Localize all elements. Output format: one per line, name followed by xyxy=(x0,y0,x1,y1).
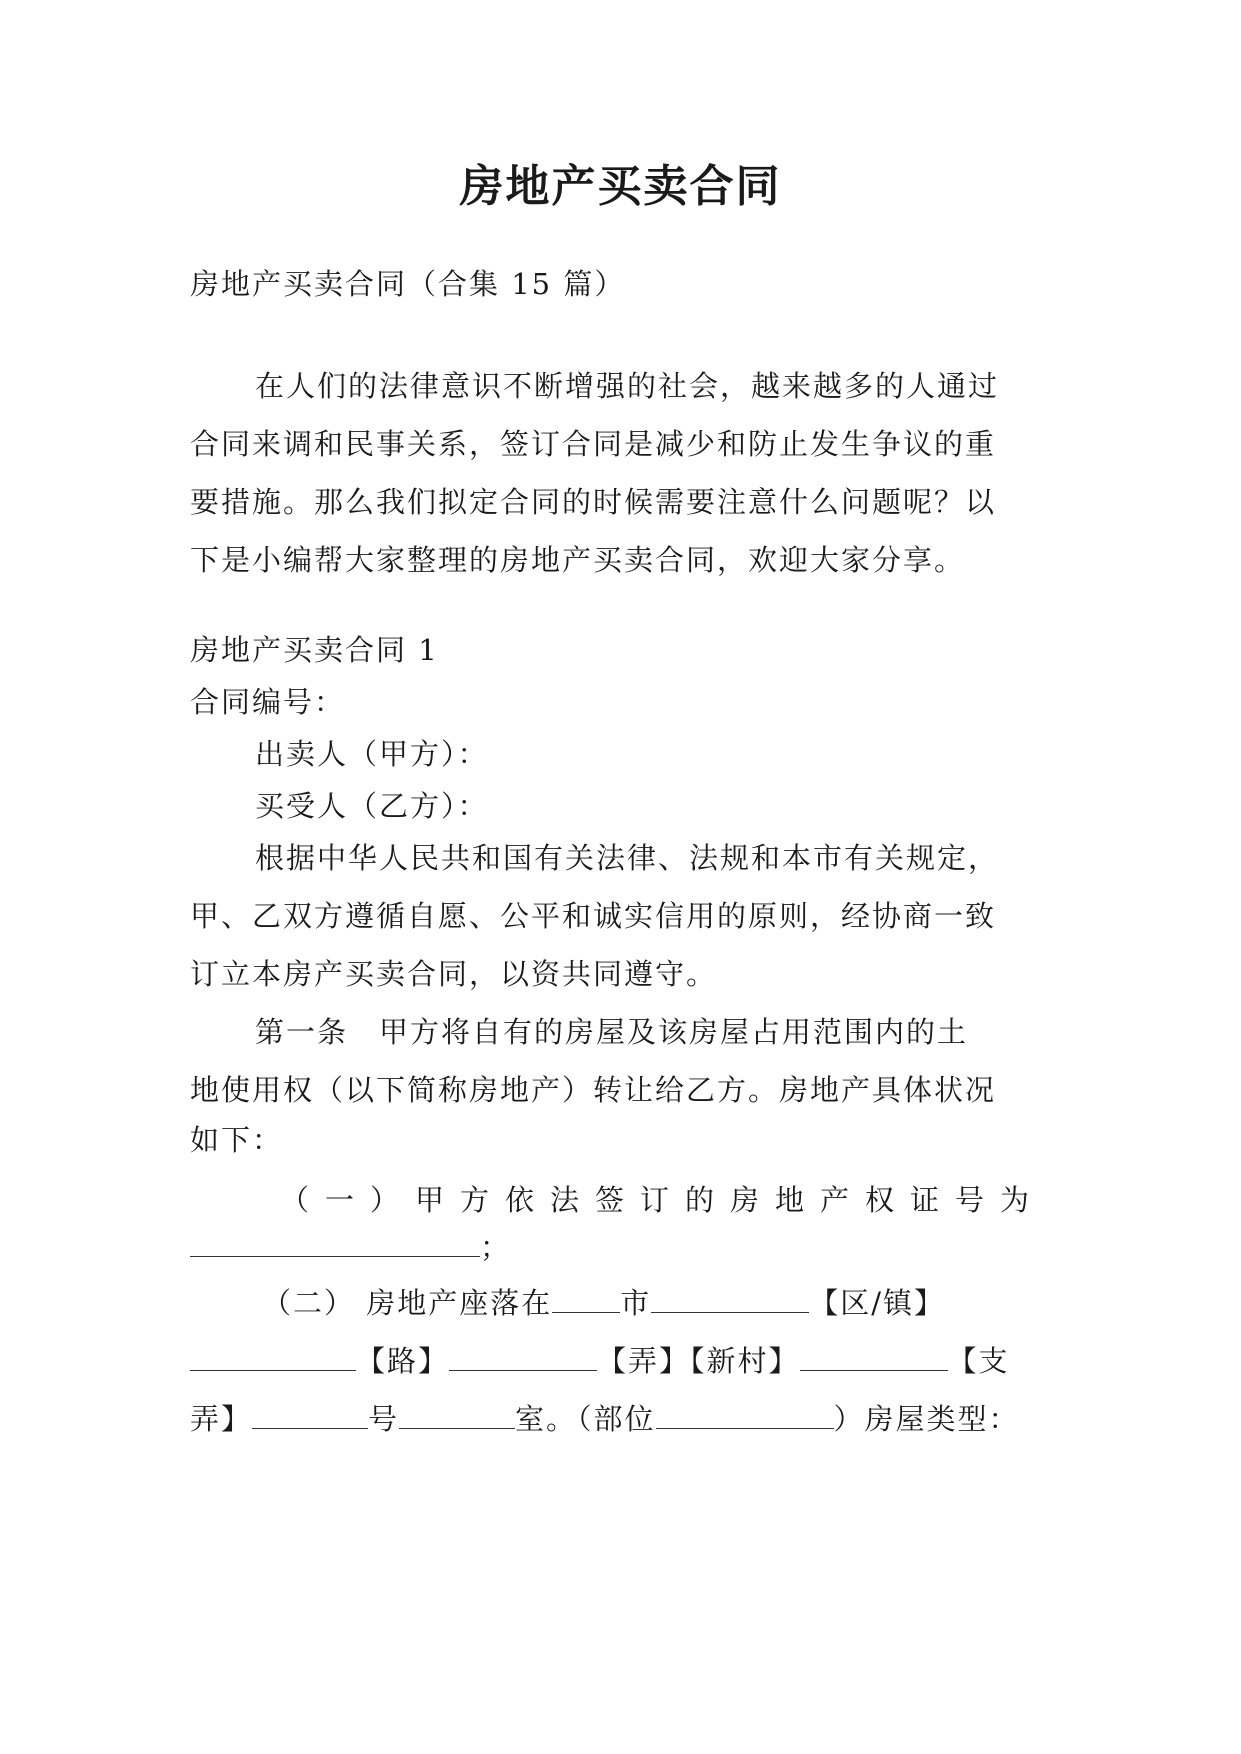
article-1-line: 第一条 甲方将自有的房屋及该房屋占用范围内的土 xyxy=(255,1015,969,1049)
number-blank xyxy=(252,1398,368,1429)
house-type-label: ）房屋类型： xyxy=(833,1402,1020,1436)
district-blank xyxy=(651,1282,809,1313)
item-2-line-2 xyxy=(190,1340,1050,1381)
sublane-blank xyxy=(800,1340,948,1371)
collection-subtitle: 房地产买卖合同（合集 15 篇） xyxy=(190,267,626,301)
intro-line: 下是小编帮大家整理的房地产买卖合同，欢迎大家分享。 xyxy=(190,543,966,577)
intro-line: 合同来调和民事关系，签订合同是减少和防止发生争议的重 xyxy=(190,427,997,461)
position-blank xyxy=(656,1398,834,1429)
sublane-prefix: 【支 xyxy=(947,1344,1010,1378)
section-heading: 房地产买卖合同 1 xyxy=(190,633,439,667)
district-suffix: 【区/镇】 xyxy=(809,1286,946,1320)
item-2-location-label: （二） 房地产座落在 xyxy=(262,1286,553,1320)
buyer-label: 买受人（乙方）： xyxy=(255,789,489,823)
road-blank xyxy=(190,1340,356,1371)
intro-line: 在人们的法律意识不断增强的社会，越来越多的人通过 xyxy=(255,369,1000,403)
certificate-number-blank xyxy=(190,1226,480,1257)
sublane-suffix: 弄】 xyxy=(190,1402,253,1436)
city-blank xyxy=(552,1282,620,1313)
preamble-line: 甲、乙双方遵循自愿、公平和诚实信用的原则，经协商一致 xyxy=(190,899,997,933)
contract-number-label: 合同编号： xyxy=(190,685,346,719)
preamble-line: 订立本房产买卖合同，以资共同遵守。 xyxy=(190,957,718,991)
item-2-line-3 xyxy=(190,1398,1050,1439)
lane-suffix: 【弄】【新村】 xyxy=(597,1344,800,1378)
article-1-line: 地使用权（以下简称房地产）转让给乙方。房地产具体状况 xyxy=(190,1073,997,1107)
intro-line: 要措施。那么我们拟定合同的时候需要注意什么问题呢？以 xyxy=(190,485,997,519)
room-blank xyxy=(399,1398,515,1429)
lane-blank xyxy=(449,1340,597,1371)
article-1-line: 如下： xyxy=(190,1123,284,1157)
item-2-line-1 xyxy=(262,1282,1050,1323)
seller-label: 出卖人（甲方）： xyxy=(255,737,489,771)
item-1-end: ； xyxy=(480,1230,512,1264)
city-suffix: 市 xyxy=(620,1286,652,1320)
room-suffix: 室。（部位 xyxy=(515,1402,656,1436)
document-title: 房地产买卖合同 xyxy=(459,161,782,212)
item-1-text: （一）甲方依法签订的房地产权证号为 xyxy=(280,1183,1046,1217)
number-suffix: 号 xyxy=(368,1402,400,1436)
preamble-line: 根据中华人民共和国有关法律、法规和本市有关规定， xyxy=(255,841,1000,875)
road-suffix: 【路】 xyxy=(356,1344,450,1378)
item-1-blank-line xyxy=(190,1226,1050,1267)
